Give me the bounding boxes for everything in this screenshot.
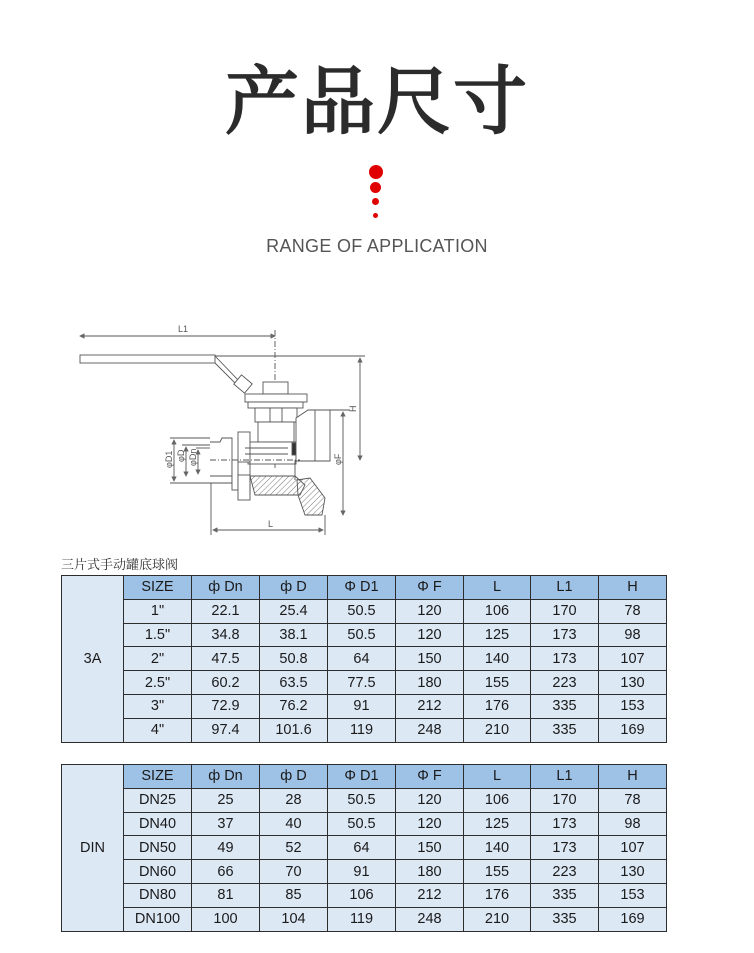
cell-l: 125 (464, 623, 531, 647)
cell-f: 150 (396, 647, 464, 671)
cell-h: 169 (599, 907, 667, 931)
header-row (62, 576, 667, 600)
cell-size: 4" (124, 718, 192, 742)
cell-d1: 91 (328, 860, 396, 884)
spec-table-3a (61, 575, 667, 743)
cell-h: 98 (599, 812, 667, 836)
cell-d1: 91 (328, 694, 396, 718)
table-row (62, 812, 667, 836)
column-header-size: SIZE (124, 576, 192, 600)
cell-size: DN40 (124, 812, 192, 836)
cell-l1: 335 (531, 907, 599, 931)
cell-d: 38.1 (260, 623, 328, 647)
cell-d1: 119 (328, 718, 396, 742)
cell-h: 153 (599, 694, 667, 718)
cell-dn: 25 (192, 788, 260, 812)
cell-l1: 170 (531, 599, 599, 623)
cell-l1: 335 (531, 883, 599, 907)
cell-l1: 223 (531, 671, 599, 695)
cell-h: 130 (599, 860, 667, 884)
dot-1 (369, 165, 383, 179)
cell-l1: 173 (531, 812, 599, 836)
column-header-dn: ф Dn (192, 576, 260, 600)
column-header-h: H (599, 765, 667, 789)
cell-size: DN50 (124, 836, 192, 860)
label-l: L (268, 519, 274, 529)
column-header-l1: L1 (531, 576, 599, 600)
cell-d: 76.2 (260, 694, 328, 718)
cell-dn: 66 (192, 860, 260, 884)
cell-f: 120 (396, 623, 464, 647)
cell-size: DN25 (124, 788, 192, 812)
label-l1: L1 (178, 324, 189, 334)
cell-d: 52 (260, 836, 328, 860)
cell-size: 1" (124, 599, 192, 623)
cell-l: 140 (464, 836, 531, 860)
column-header-dn: ф Dn (192, 765, 260, 789)
cell-l1: 173 (531, 836, 599, 860)
table-row (62, 907, 667, 931)
cell-f: 212 (396, 883, 464, 907)
cell-size: DN100 (124, 907, 192, 931)
table-row (62, 860, 667, 884)
cell-f: 248 (396, 718, 464, 742)
cell-size: DN80 (124, 883, 192, 907)
cell-l1: 170 (531, 788, 599, 812)
column-header-f: Φ F (396, 576, 464, 600)
cell-size: DN60 (124, 860, 192, 884)
cell-f: 120 (396, 788, 464, 812)
cell-f: 120 (396, 599, 464, 623)
cell-l: 176 (464, 694, 531, 718)
cell-f: 120 (396, 812, 464, 836)
cell-l: 155 (464, 860, 531, 884)
cell-h: 107 (599, 647, 667, 671)
cell-l: 176 (464, 883, 531, 907)
label-d: φD (176, 449, 186, 462)
cell-l1: 173 (531, 623, 599, 647)
cell-d1: 77.5 (328, 671, 396, 695)
cell-f: 150 (396, 836, 464, 860)
cell-d1: 119 (328, 907, 396, 931)
cell-dn: 60.2 (192, 671, 260, 695)
cell-l: 210 (464, 907, 531, 931)
cell-d1: 106 (328, 883, 396, 907)
cell-h: 169 (599, 718, 667, 742)
cell-d1: 64 (328, 836, 396, 860)
standard-label: 3A (62, 576, 124, 743)
cell-l: 155 (464, 671, 531, 695)
table-row (62, 718, 667, 742)
cell-f: 212 (396, 694, 464, 718)
cell-dn: 47.5 (192, 647, 260, 671)
dot-3 (372, 198, 379, 205)
cell-size: 2.5" (124, 671, 192, 695)
label-h: H (348, 405, 358, 412)
spec-table-din (61, 764, 667, 932)
cell-l1: 335 (531, 718, 599, 742)
label-d1: φD1 (164, 450, 174, 468)
cell-dn: 49 (192, 836, 260, 860)
cell-d: 63.5 (260, 671, 328, 695)
label-dn: φDn (188, 448, 198, 466)
valve-handle (80, 355, 215, 363)
cell-size: 1.5" (124, 623, 192, 647)
cell-dn: 81 (192, 883, 260, 907)
column-header-size: SIZE (124, 765, 192, 789)
cell-d: 28 (260, 788, 328, 812)
cell-size: 2" (124, 647, 192, 671)
column-header-f: Φ F (396, 765, 464, 789)
table-row (62, 836, 667, 860)
column-header-l: L (464, 576, 531, 600)
cell-d: 40 (260, 812, 328, 836)
cell-d1: 50.5 (328, 623, 396, 647)
header-row (62, 765, 667, 789)
cell-l: 210 (464, 718, 531, 742)
cell-f: 248 (396, 907, 464, 931)
column-header-d1: Φ D1 (328, 576, 396, 600)
cell-dn: 97.4 (192, 718, 260, 742)
cell-h: 78 (599, 788, 667, 812)
column-header-h: H (599, 576, 667, 600)
cell-l: 125 (464, 812, 531, 836)
cell-h: 78 (599, 599, 667, 623)
cell-h: 153 (599, 883, 667, 907)
cell-f: 180 (396, 860, 464, 884)
column-header-d1: Φ D1 (328, 765, 396, 789)
cell-dn: 100 (192, 907, 260, 931)
cell-l: 106 (464, 599, 531, 623)
cell-l1: 223 (531, 860, 599, 884)
cell-d1: 64 (328, 647, 396, 671)
cell-dn: 22.1 (192, 599, 260, 623)
cell-d1: 50.5 (328, 788, 396, 812)
table-row (62, 788, 667, 812)
table-row (62, 647, 667, 671)
cell-dn: 37 (192, 812, 260, 836)
cell-l1: 173 (531, 647, 599, 671)
dot-4 (373, 213, 378, 218)
cell-size: 3" (124, 694, 192, 718)
column-header-d: ф D (260, 576, 328, 600)
column-header-d: ф D (260, 765, 328, 789)
column-header-l: L (464, 765, 531, 789)
label-f: φF (333, 453, 343, 465)
cell-d1: 50.5 (328, 812, 396, 836)
table-caption: 三片式手动罐底球阀 (61, 558, 179, 573)
table-row (62, 671, 667, 695)
cell-d1: 50.5 (328, 599, 396, 623)
cell-d: 101.6 (260, 718, 328, 742)
cell-l: 106 (464, 788, 531, 812)
column-header-l1: L1 (531, 765, 599, 789)
cell-dn: 72.9 (192, 694, 260, 718)
table-row (62, 883, 667, 907)
page-title: 产品尺寸 (225, 59, 529, 145)
cell-h: 130 (599, 671, 667, 695)
cell-dn: 34.8 (192, 623, 260, 647)
table-row (62, 599, 667, 623)
cell-h: 98 (599, 623, 667, 647)
valve-dimension-diagram (60, 320, 380, 540)
cell-d: 70 (260, 860, 328, 884)
cell-d: 104 (260, 907, 328, 931)
page-subtitle: RANGE OF APPLICATION (266, 236, 488, 256)
cell-d: 50.8 (260, 647, 328, 671)
dot-2 (370, 182, 381, 193)
cell-l: 140 (464, 647, 531, 671)
table-row (62, 694, 667, 718)
cell-d: 85 (260, 883, 328, 907)
cell-f: 180 (396, 671, 464, 695)
cell-d: 25.4 (260, 599, 328, 623)
cell-h: 107 (599, 836, 667, 860)
standard-label: DIN (62, 765, 124, 932)
table-row (62, 623, 667, 647)
cell-l1: 335 (531, 694, 599, 718)
